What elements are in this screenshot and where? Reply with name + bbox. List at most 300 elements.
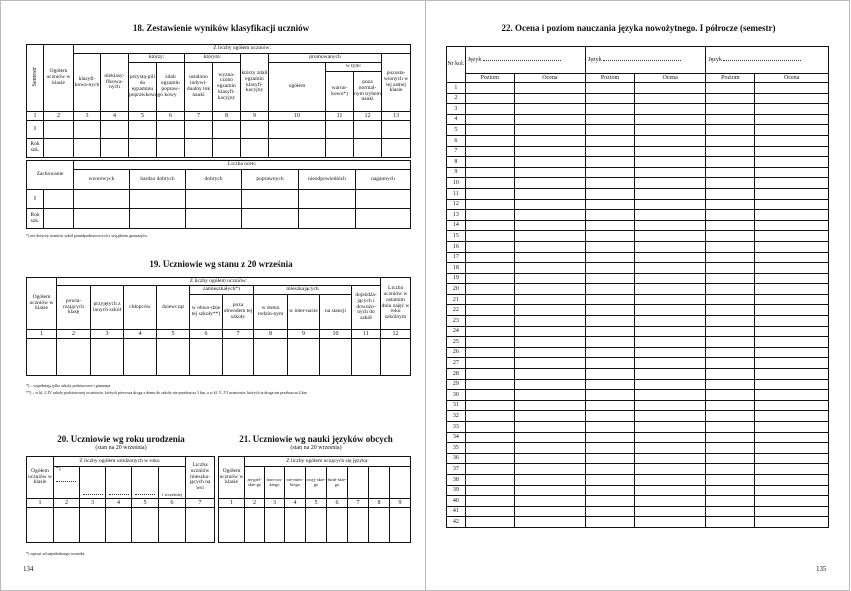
poziom-cell[interactable] [586, 252, 635, 263]
poziom-cell[interactable] [706, 263, 755, 274]
right-page-number: 135 [816, 565, 827, 573]
ocena-cell[interactable] [514, 411, 585, 422]
ocena-cell[interactable] [635, 210, 706, 221]
poziom-cell[interactable] [465, 316, 514, 327]
ocena-cell[interactable] [755, 432, 829, 443]
ocena-cell[interactable] [755, 305, 829, 316]
poziom-cell[interactable] [465, 453, 514, 464]
s19-zamieszkalych: zamieszkałych*) [190, 286, 254, 295]
ocena-cell[interactable] [755, 210, 829, 221]
ocena-cell[interactable] [514, 220, 585, 231]
poziom-cell[interactable] [706, 496, 755, 507]
row-number: 33 [447, 422, 466, 433]
poziom-cell[interactable] [586, 157, 635, 168]
table-row [447, 135, 829, 146]
poziom-cell[interactable] [586, 517, 635, 528]
poziom-cell[interactable] [465, 294, 514, 305]
ocena-cell[interactable] [635, 443, 706, 454]
ocena-cell[interactable] [635, 485, 706, 496]
poziom-cell[interactable] [586, 443, 635, 454]
col-num: 8 [213, 112, 241, 121]
poziom-cell[interactable] [465, 220, 514, 231]
ocena-cell[interactable] [755, 241, 829, 252]
ocena-cell[interactable] [755, 422, 829, 433]
poziom-cell[interactable] [586, 210, 635, 221]
s19-liczba-ostatnim: Liczba uczniów w ostatnim dniu zajęć w roku szkolnym [381, 278, 411, 330]
poziom-cell[interactable] [465, 188, 514, 199]
col-num: 6 [190, 330, 223, 339]
ocena-cell[interactable] [755, 178, 829, 189]
poziom-cell[interactable] [465, 347, 514, 358]
poziom-cell[interactable] [706, 305, 755, 316]
ocena-cell[interactable] [514, 337, 585, 348]
poziom-cell[interactable] [465, 496, 514, 507]
ocena-cell[interactable] [755, 379, 829, 390]
ocena-cell[interactable] [635, 135, 706, 146]
ocena-cell[interactable] [514, 453, 585, 464]
poziom-cell[interactable] [586, 135, 635, 146]
s19-przyjetych: przyjętych z innych szkół [91, 286, 124, 330]
poziom-cell[interactable] [465, 326, 514, 337]
ocena-cell[interactable] [755, 337, 829, 348]
ocena-cell[interactable] [635, 199, 706, 210]
s19-w-domu: w domu rodzin-nym [254, 295, 288, 330]
s19-note-1: *) – wypełniają tylko szkoły podstawowe i gimnazja [26, 383, 111, 388]
ocena-cell[interactable] [514, 125, 585, 136]
ocena-cell[interactable] [755, 369, 829, 380]
ocena-cell[interactable] [635, 337, 706, 348]
ocena-cell[interactable] [514, 316, 585, 327]
ocena-cell[interactable] [755, 83, 829, 94]
poziom-cell[interactable] [465, 210, 514, 221]
ocena-cell[interactable] [755, 167, 829, 178]
ocena-cell[interactable] [755, 400, 829, 411]
poziom-cell[interactable] [465, 390, 514, 401]
ocena-cell[interactable] [514, 326, 585, 337]
col-num: 11 [326, 112, 354, 121]
ocena-cell[interactable] [755, 316, 829, 327]
ocena-cell[interactable] [514, 83, 585, 94]
row-number: 1 [447, 83, 466, 94]
col-num: 1 [219, 499, 245, 508]
table-row [447, 305, 829, 316]
ocena-cell[interactable] [514, 485, 585, 496]
poziom-cell[interactable] [465, 167, 514, 178]
grade-bardzo-dobrych: bardzo dobrych [130, 170, 186, 190]
col-num: 7 [185, 112, 213, 121]
table-row [447, 390, 829, 401]
ocena-cell[interactable] [755, 199, 829, 210]
ocena-cell[interactable] [755, 252, 829, 263]
table-row [447, 220, 829, 231]
table-row [447, 284, 829, 295]
poziom-cell[interactable] [465, 379, 514, 390]
row-number: 28 [447, 369, 466, 380]
ocena-cell[interactable] [755, 485, 829, 496]
poziom-cell[interactable] [706, 443, 755, 454]
poziom-cell[interactable] [465, 411, 514, 422]
poziom-cell[interactable] [706, 369, 755, 380]
ocena-cell[interactable] [635, 93, 706, 104]
poziom-cell[interactable] [706, 390, 755, 401]
ocena-cell[interactable] [514, 358, 585, 369]
ocena-cell[interactable] [635, 474, 706, 485]
poziom-cell[interactable] [586, 474, 635, 485]
poziom-cell[interactable] [586, 453, 635, 464]
poziom-cell[interactable] [465, 464, 514, 475]
ocena-cell[interactable] [755, 474, 829, 485]
poziom-cell[interactable] [706, 422, 755, 433]
poziom-cell[interactable] [706, 104, 755, 115]
ocena-cell[interactable] [514, 263, 585, 274]
poziom-cell[interactable] [706, 146, 755, 157]
ocena-cell[interactable] [755, 284, 829, 295]
ocena-cell[interactable] [514, 252, 585, 263]
ocena-cell[interactable] [635, 125, 706, 136]
poziom-cell[interactable] [706, 178, 755, 189]
poziom-cell[interactable] [465, 273, 514, 284]
ocena-cell[interactable] [635, 252, 706, 263]
poziom-cell[interactable] [465, 135, 514, 146]
ocena-cell[interactable] [635, 347, 706, 358]
poziom-cell[interactable] [706, 464, 755, 475]
s19-number-row [27, 330, 411, 339]
ocena-cell[interactable] [635, 411, 706, 422]
ocena-cell[interactable] [514, 464, 585, 475]
ocena-cell[interactable] [635, 104, 706, 115]
ocena-cell[interactable] [755, 517, 829, 528]
ocena-cell[interactable] [514, 273, 585, 284]
poziom-cell[interactable] [586, 369, 635, 380]
poziom-cell[interactable] [465, 114, 514, 125]
ocena-cell[interactable] [635, 284, 706, 295]
s21-lang-blank[interactable] [390, 467, 411, 499]
poziom-cell[interactable] [586, 422, 635, 433]
poziom-cell[interactable] [586, 167, 635, 178]
ocena-cell[interactable] [635, 146, 706, 157]
table-row [447, 167, 829, 178]
poziom-cell[interactable] [465, 358, 514, 369]
ocena-cell[interactable] [514, 135, 585, 146]
s20-year-4[interactable] [132, 467, 159, 499]
poziom-cell[interactable] [465, 506, 514, 517]
poziom-cell[interactable] [586, 411, 635, 422]
ocena-cell[interactable] [514, 241, 585, 252]
ocena-cell[interactable] [755, 347, 829, 358]
ocena-cell[interactable] [635, 369, 706, 380]
poziom-cell[interactable] [706, 284, 755, 295]
ocena-cell[interactable] [514, 199, 585, 210]
poziom-cell[interactable] [465, 178, 514, 189]
poziom-cell[interactable] [586, 114, 635, 125]
ocena-cell[interactable] [514, 178, 585, 189]
row-number: 14 [447, 220, 466, 231]
poziom-cell[interactable] [586, 316, 635, 327]
poziom-cell[interactable] [586, 379, 635, 390]
poziom-cell[interactable] [586, 199, 635, 210]
poziom-cell[interactable] [586, 241, 635, 252]
poziom-cell[interactable] [465, 241, 514, 252]
ocena-cell[interactable] [514, 294, 585, 305]
ocena-cell[interactable] [755, 114, 829, 125]
ocena-cell[interactable] [635, 496, 706, 507]
s20-note: *) wpisać od najmłodszego rocznika [26, 551, 85, 556]
poziom-cell[interactable] [586, 263, 635, 274]
ocena-cell[interactable] [635, 379, 706, 390]
poziom-cell[interactable] [586, 464, 635, 475]
ocena-cell[interactable] [514, 422, 585, 433]
poziom-cell[interactable] [465, 252, 514, 263]
poziom-cell[interactable] [586, 390, 635, 401]
ocena-cell[interactable] [514, 369, 585, 380]
col-num: 8 [254, 330, 288, 339]
poziom-cell[interactable] [465, 432, 514, 443]
poziom-cell[interactable] [465, 93, 514, 104]
ocena-cell[interactable] [635, 83, 706, 94]
ocena-cell[interactable] [514, 474, 585, 485]
ocena-cell[interactable] [635, 167, 706, 178]
ocena-cell[interactable] [514, 443, 585, 454]
poziom-cell[interactable] [586, 284, 635, 295]
poziom-cell[interactable] [586, 305, 635, 316]
poziom-cell[interactable] [706, 517, 755, 528]
poziom-cell[interactable] [586, 485, 635, 496]
poziom-cell[interactable] [586, 273, 635, 284]
poziom-cell[interactable] [706, 157, 755, 168]
ocena-cell[interactable] [635, 157, 706, 168]
poziom-cell[interactable] [706, 83, 755, 94]
ocena-cell[interactable] [755, 273, 829, 284]
ocena-cell[interactable] [635, 390, 706, 401]
ocena-cell[interactable] [635, 231, 706, 242]
ocena-cell[interactable] [755, 464, 829, 475]
poziom-cell[interactable] [706, 135, 755, 146]
poziom-cell[interactable] [706, 199, 755, 210]
poziom-cell[interactable] [706, 358, 755, 369]
ocena-cell[interactable] [635, 453, 706, 464]
ocena-cell[interactable] [635, 422, 706, 433]
poziom-cell[interactable] [465, 337, 514, 348]
poziom-cell[interactable] [465, 400, 514, 411]
poziom-cell[interactable] [706, 167, 755, 178]
poziom-cell[interactable] [706, 114, 755, 125]
ocena-cell[interactable] [514, 305, 585, 316]
ocena-cell[interactable] [514, 496, 585, 507]
poziom-cell[interactable] [465, 125, 514, 136]
poziom-cell[interactable] [586, 496, 635, 507]
s22-jezyk-label: Język [467, 56, 482, 63]
ocena-cell[interactable] [755, 93, 829, 104]
ocena-cell[interactable] [514, 506, 585, 517]
poziom-cell[interactable] [706, 210, 755, 221]
poziom-cell[interactable] [465, 422, 514, 433]
poziom-cell[interactable] [465, 199, 514, 210]
poziom-cell[interactable] [465, 157, 514, 168]
ocena-cell[interactable] [514, 284, 585, 295]
poziom-cell[interactable] [706, 347, 755, 358]
poziom-cell[interactable] [465, 284, 514, 295]
ocena-cell[interactable] [635, 188, 706, 199]
ocena-cell[interactable] [635, 220, 706, 231]
ocena-cell[interactable] [755, 411, 829, 422]
ocena-cell[interactable] [514, 157, 585, 168]
ocena-cell[interactable] [755, 157, 829, 168]
poziom-cell[interactable] [465, 474, 514, 485]
poziom-cell[interactable] [706, 506, 755, 517]
ocena-cell[interactable] [755, 390, 829, 401]
poziom-cell[interactable] [706, 294, 755, 305]
poziom-cell[interactable] [706, 485, 755, 496]
ocena-cell[interactable] [514, 146, 585, 157]
poziom-cell[interactable] [586, 146, 635, 157]
poziom-cell[interactable] [586, 347, 635, 358]
poziom-cell[interactable] [586, 400, 635, 411]
poziom-cell[interactable] [706, 316, 755, 327]
col-num: 12 [354, 112, 382, 121]
ocena-cell[interactable] [635, 263, 706, 274]
poziom-cell[interactable] [706, 379, 755, 390]
table-row [447, 358, 829, 369]
ocena-cell[interactable] [755, 358, 829, 369]
s20-star: *) [56, 466, 61, 472]
poziom-cell[interactable] [586, 104, 635, 115]
ocena-cell[interactable] [514, 379, 585, 390]
ocena-cell[interactable] [635, 305, 706, 316]
poziom-cell[interactable] [586, 231, 635, 242]
poziom-cell[interactable] [706, 411, 755, 422]
ocena-cell[interactable] [755, 146, 829, 157]
ocena-cell[interactable] [635, 517, 706, 528]
ocena-cell[interactable] [514, 400, 585, 411]
poziom-cell[interactable] [706, 241, 755, 252]
poziom-cell[interactable] [465, 517, 514, 528]
ocena-cell[interactable] [755, 453, 829, 464]
poziom-cell[interactable] [706, 188, 755, 199]
ocena-cell[interactable] [755, 294, 829, 305]
ocena-cell[interactable] [514, 104, 585, 115]
ocena-cell[interactable] [755, 496, 829, 507]
ocena-cell[interactable] [755, 125, 829, 136]
s22-jezyk-1[interactable] [465, 47, 585, 74]
ocena-cell[interactable] [635, 273, 706, 284]
ocena-cell[interactable] [755, 220, 829, 231]
col-num: 4 [285, 499, 306, 508]
ocena-cell[interactable] [635, 326, 706, 337]
poziom-cell[interactable] [706, 252, 755, 263]
ocena-cell[interactable] [514, 432, 585, 443]
poziom-cell[interactable] [465, 369, 514, 380]
ocena-cell[interactable] [635, 358, 706, 369]
poziom-cell[interactable] [706, 220, 755, 231]
row-number: 11 [447, 188, 466, 199]
ocena-cell[interactable] [755, 506, 829, 517]
ocena-cell[interactable] [514, 210, 585, 221]
ocena-cell[interactable] [755, 135, 829, 146]
s21-lang-blank[interactable] [348, 467, 369, 499]
poziom-cell[interactable] [706, 93, 755, 104]
poziom-cell[interactable] [586, 125, 635, 136]
poziom-cell[interactable] [465, 146, 514, 157]
s20-year-2[interactable] [80, 467, 106, 499]
poziom-cell[interactable] [465, 263, 514, 274]
ocena-cell[interactable] [514, 114, 585, 125]
poziom-cell[interactable] [706, 337, 755, 348]
ocena-cell[interactable] [635, 464, 706, 475]
ocena-cell[interactable] [514, 188, 585, 199]
poziom-cell[interactable] [586, 337, 635, 348]
ocena-cell[interactable] [635, 432, 706, 443]
ocena-cell[interactable] [755, 188, 829, 199]
ocena-cell[interactable] [635, 316, 706, 327]
table-row [447, 241, 829, 252]
poziom-cell[interactable] [586, 178, 635, 189]
ocena-cell[interactable] [755, 263, 829, 274]
ocena-cell[interactable] [514, 167, 585, 178]
ocena-cell[interactable] [514, 93, 585, 104]
ocena-cell[interactable] [635, 178, 706, 189]
poziom-cell[interactable] [706, 231, 755, 242]
poziom-cell[interactable] [586, 506, 635, 517]
ocena-cell[interactable] [635, 294, 706, 305]
poziom-cell[interactable] [706, 474, 755, 485]
table-row [447, 83, 829, 94]
ocena-cell[interactable] [755, 443, 829, 454]
poziom-cell[interactable] [465, 83, 514, 94]
poziom-cell[interactable] [465, 443, 514, 454]
poziom-cell[interactable] [586, 83, 635, 94]
poziom-cell[interactable] [465, 305, 514, 316]
poziom-cell[interactable] [586, 432, 635, 443]
poziom-cell[interactable] [706, 326, 755, 337]
poziom-cell[interactable] [586, 93, 635, 104]
ocena-cell[interactable] [635, 506, 706, 517]
s18-note: *) nie dotyczy uczniów szkół ponadpodstawowych z wyjątkiem gimnazjów [26, 233, 148, 238]
poziom-cell[interactable] [586, 188, 635, 199]
poziom-cell[interactable] [706, 125, 755, 136]
poziom-cell[interactable] [465, 485, 514, 496]
s20-year-1[interactable] [54, 467, 80, 499]
poziom-cell[interactable] [706, 273, 755, 284]
ocena-cell[interactable] [755, 104, 829, 115]
s22-jezyk-3[interactable] [706, 47, 829, 74]
s19-w-internacie: w inter-nacie [288, 295, 320, 330]
s20-year-5[interactable] [159, 467, 186, 499]
ocena-cell[interactable] [514, 347, 585, 358]
ocena-cell[interactable] [635, 400, 706, 411]
poziom-cell[interactable] [586, 358, 635, 369]
poziom-cell[interactable] [706, 453, 755, 464]
ocena-cell[interactable] [514, 517, 585, 528]
poziom-cell[interactable] [586, 220, 635, 231]
poziom-cell[interactable] [586, 326, 635, 337]
row-number: 22 [447, 305, 466, 316]
poziom-cell[interactable] [706, 432, 755, 443]
poziom-cell[interactable] [706, 400, 755, 411]
ocena-cell[interactable] [514, 231, 585, 242]
s18-wyznaczono: wyzna-czono egzamin klasyfi-kacyjny [213, 63, 241, 112]
ocena-cell[interactable] [755, 326, 829, 337]
ocena-cell[interactable] [635, 114, 706, 125]
s20-year-3[interactable] [106, 467, 132, 499]
ocena-cell[interactable] [635, 241, 706, 252]
poziom-cell[interactable] [586, 294, 635, 305]
s21-lang-blank[interactable] [369, 467, 390, 499]
poziom-cell[interactable] [465, 231, 514, 242]
ocena-cell[interactable] [514, 390, 585, 401]
ocena-cell[interactable] [755, 231, 829, 242]
s22-jezyk-2[interactable] [586, 47, 706, 74]
poziom-cell[interactable] [465, 104, 514, 115]
